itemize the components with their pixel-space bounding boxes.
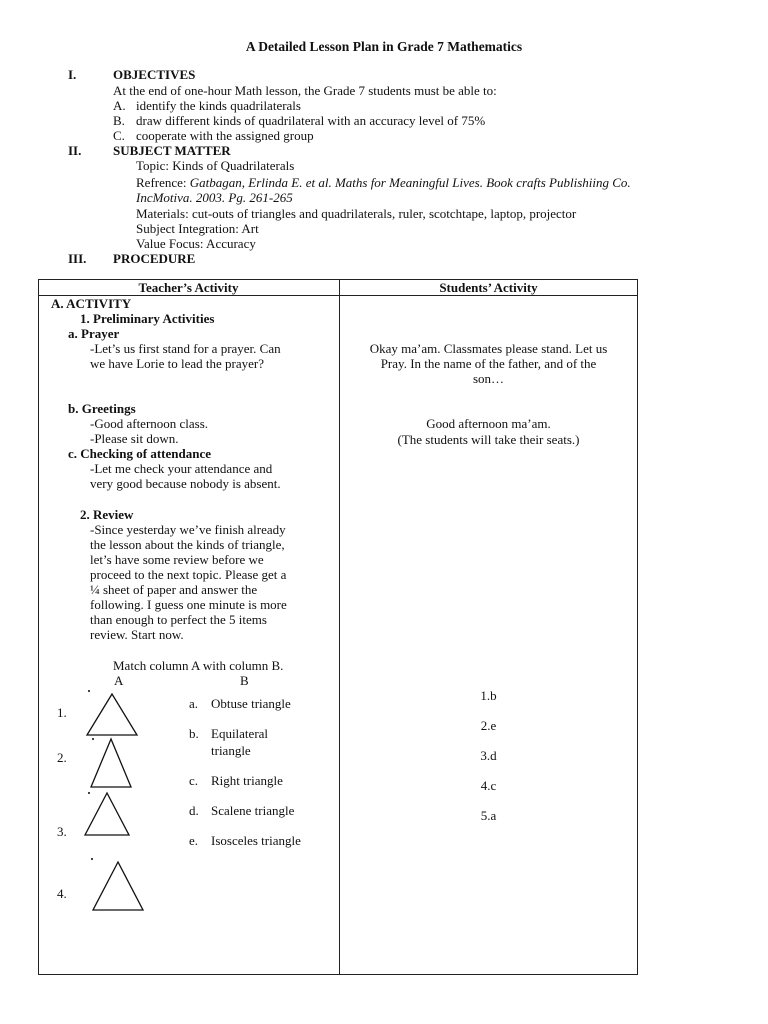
triangle-1: [84, 692, 140, 737]
reference-line: [136, 175, 631, 190]
greetings-line: -Good afternoon class.: [90, 416, 209, 431]
value-focus-line: Value Focus: Accuracy: [136, 236, 256, 251]
review-line: let’s have some review before we: [90, 552, 264, 567]
prayer-line: -Let’s us first stand for a prayer. Can: [90, 341, 281, 356]
attendance-heading: c. Checking of attendance: [68, 446, 211, 461]
review-line: ¼ sheet of paper and answer the: [90, 582, 258, 597]
student-prayer-line: Pray. In the name of the father, and of the: [380, 356, 597, 371]
review-line: following. I guess one minute is more: [90, 597, 287, 612]
document-title: A Detailed Lesson Plan in Grade 7 Mathematics: [245, 39, 523, 54]
materials-line: Materials: cut-outs of triangles and quadrilaterals, ruler, scotchtape, laptop, projector: [136, 206, 577, 221]
student-prayer-line: son…: [472, 371, 505, 386]
integration-line: Subject Integration: Art: [136, 221, 259, 236]
subject-matter-numeral: II.: [68, 143, 82, 158]
answer-item: 4.c: [480, 778, 497, 793]
teacher-activity-header: Teacher’s Activity: [138, 280, 239, 295]
objective-letter-c: C.: [113, 128, 125, 143]
objective-text-b: draw different kinds of quadrilateral with an accuracy level of 75%: [136, 113, 486, 128]
attendance-line: -Let me check your attendance and: [90, 461, 273, 476]
student-activity-header: Students’ Activity: [439, 280, 538, 295]
review-line: -Since yesterday we’ve finish already: [90, 522, 286, 537]
item-number: 4.: [57, 886, 67, 901]
choice-text: Isosceles triangle: [211, 833, 301, 848]
triangle-4: [90, 860, 146, 912]
topic-line: Topic: Kinds of Quadrilaterals: [136, 158, 295, 173]
column-a-label: A: [114, 673, 124, 688]
objectives-heading: OBJECTIVES: [113, 67, 196, 82]
choice-letter: e.: [189, 833, 199, 848]
match-instruction: Match column A with column B.: [113, 658, 284, 673]
preliminary-heading: 1. Preliminary Activities: [80, 311, 215, 326]
column-b-label: B: [240, 673, 249, 688]
student-prayer-line: Okay ma’am. Classmates please stand. Let us: [369, 341, 608, 356]
student-greeting-line: Good afternoon ma’am.: [426, 416, 551, 431]
choice-text: Right triangle: [211, 773, 283, 788]
objectives-intro: At the end of one-hour Math lesson, the Grade 7 students must be able to:: [113, 83, 497, 98]
item-number: 1.: [57, 705, 67, 720]
review-line: the lesson about the kinds of triangle,: [90, 537, 285, 552]
procedure-numeral: III.: [68, 251, 87, 266]
item-number: 3.: [57, 824, 67, 839]
reference-citation-cont: IncMotiva. 2003. Pg. 261-265: [136, 190, 293, 205]
review-heading: 2. Review: [80, 507, 134, 522]
objective-text-c: cooperate with the assigned group: [136, 128, 314, 143]
student-greeting-line: (The students will take their seats.): [397, 432, 580, 447]
item-number: 2.: [57, 750, 67, 765]
choice-text: Obtuse triangle: [211, 696, 291, 711]
choice-text-cont: triangle: [211, 743, 251, 758]
choice-letter: c.: [189, 773, 199, 788]
review-line: review. Start now.: [90, 627, 184, 642]
reference-citation: Gatbagan, Erlinda E. et al. Maths for Meaningful Lives. Book crafts Publishiing Co.: [189, 175, 631, 190]
answer-item: 1.b: [480, 688, 497, 703]
subject-matter-heading: SUBJECT MATTER: [113, 143, 231, 158]
greetings-line: -Please sit down.: [90, 431, 179, 446]
triangle-3: [82, 791, 132, 837]
objective-text-a: identify the kinds quadrilaterals: [136, 98, 301, 113]
procedure-heading: PROCEDURE: [113, 251, 196, 266]
attendance-line: very good because nobody is absent.: [90, 476, 281, 491]
choice-letter: b.: [189, 726, 199, 741]
choice-text: Scalene triangle: [211, 803, 295, 818]
answer-item: 3.d: [480, 748, 497, 763]
prayer-heading: a. Prayer: [68, 326, 120, 341]
review-line: proceed to the next topic. Please get a: [90, 567, 287, 582]
section-activity-heading: A. ACTIVITY: [51, 296, 132, 311]
reference-label: Refrence:: [136, 175, 187, 190]
choice-text: Equilateral: [211, 726, 269, 741]
objectives-numeral: I.: [68, 67, 77, 82]
answer-item: 2.e: [480, 718, 497, 733]
greetings-heading: b. Greetings: [68, 401, 136, 416]
prayer-line: we have Lorie to lead the prayer?: [90, 356, 264, 371]
review-line: than enough to perfect the 5 items: [90, 612, 267, 627]
choice-letter: a.: [189, 696, 199, 711]
objective-letter-b: B.: [113, 113, 125, 128]
objective-letter-a: A.: [113, 98, 126, 113]
answer-item: 5.a: [480, 808, 497, 823]
triangle-2: [88, 737, 134, 789]
choice-letter: d.: [189, 803, 199, 818]
